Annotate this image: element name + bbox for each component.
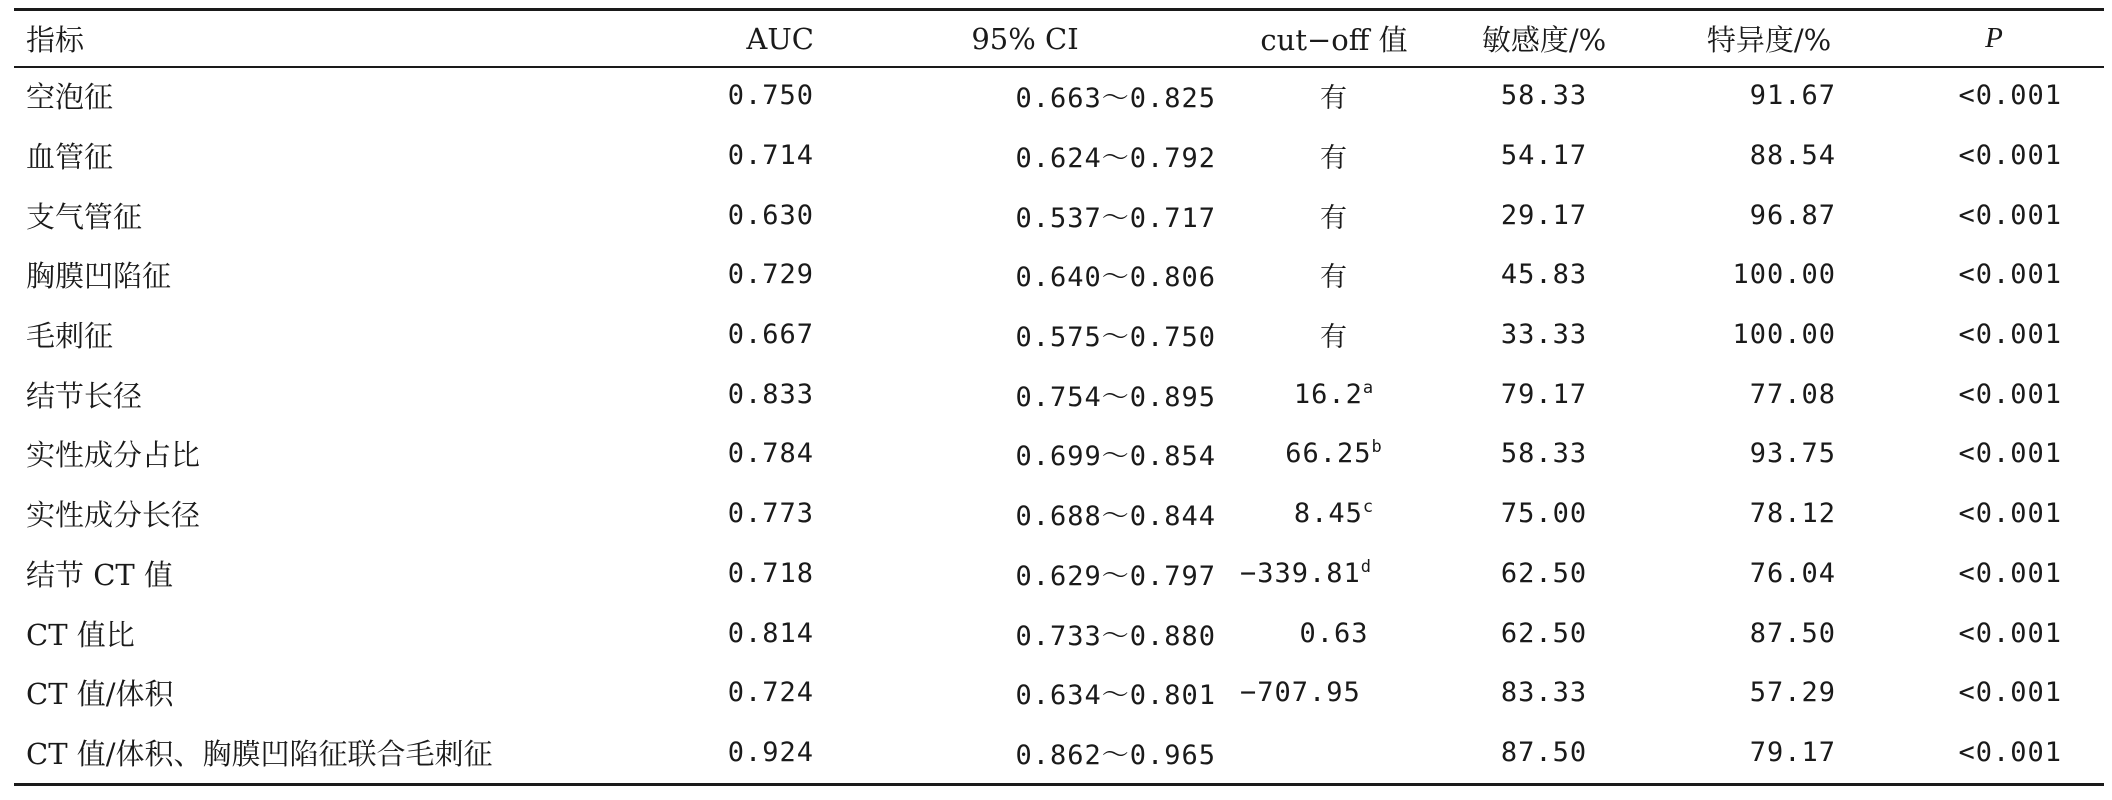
cell-auc: 0.729 <box>727 259 814 291</box>
cutoff-footnote-mark: b <box>1371 437 1383 458</box>
cutoff-value: 有 <box>1320 262 1348 294</box>
cell-indicator: 血管征 <box>26 140 114 175</box>
cell-specificity: 76.04 <box>1749 557 1836 589</box>
table-header-row <box>14 11 2104 66</box>
header-ci: 95% CI <box>971 21 1079 56</box>
cell-cutoff <box>1234 305 1434 365</box>
roc-table <box>14 11 2104 782</box>
cell-sensitivity: 29.17 <box>1500 199 1588 231</box>
cell-ci: 0.663～0.825 <box>1015 83 1216 115</box>
cell-auc: 0.924 <box>727 736 814 768</box>
cell-ci: 0.754～0.895 <box>1015 381 1216 413</box>
cell-sensitivity: 62.50 <box>1500 557 1588 589</box>
cell-p-value: <0.001 <box>1958 736 2062 768</box>
cell-specificity: 87.50 <box>1749 617 1836 649</box>
cell-sensitivity: 54.17 <box>1500 140 1588 172</box>
cell-specificity: 96.87 <box>1749 199 1836 231</box>
cell-cutoff <box>1234 245 1434 305</box>
table-bottom-rule <box>14 783 2104 786</box>
cell-auc: 0.718 <box>727 557 814 589</box>
cell-auc: 0.630 <box>727 199 814 231</box>
cell-sensitivity: 62.50 <box>1500 617 1588 649</box>
cell-sensitivity: 45.83 <box>1500 259 1588 291</box>
cell-p-value: <0.001 <box>1958 498 2062 530</box>
cell-cutoff <box>1234 126 1434 186</box>
cell-cutoff <box>1234 484 1434 544</box>
cell-auc: 0.667 <box>727 319 814 351</box>
cell-p-value: <0.001 <box>1958 677 2062 709</box>
cell-sensitivity: 83.33 <box>1500 677 1588 709</box>
cell-indicator: 空泡征 <box>26 80 114 115</box>
cell-specificity: 91.67 <box>1749 80 1836 112</box>
cutoff-value: 0.63 <box>1299 617 1369 649</box>
cell-auc: 0.773 <box>727 498 814 530</box>
cell-sensitivity: 58.33 <box>1500 438 1588 470</box>
cell-ci: 0.699～0.854 <box>1015 441 1216 473</box>
table-header-rule <box>14 66 2104 68</box>
cell-indicator: 支气管征 <box>26 199 143 234</box>
table-row <box>14 126 2104 186</box>
cell-sensitivity: 87.50 <box>1500 736 1588 768</box>
cell-sensitivity: 75.00 <box>1500 498 1588 530</box>
cell-ci: 0.629～0.797 <box>1015 560 1216 592</box>
cell-cutoff <box>1234 66 1434 126</box>
cell-sensitivity: 58.33 <box>1500 80 1588 112</box>
header-p-value: P <box>1985 22 2003 54</box>
cell-cutoff <box>1234 723 1434 783</box>
cell-specificity: 88.54 <box>1749 140 1836 172</box>
cell-indicator: 实性成分长径 <box>26 498 201 533</box>
cell-auc: 0.714 <box>727 140 814 172</box>
cutoff-value: 66.25 <box>1285 438 1372 470</box>
cell-p-value: <0.001 <box>1958 199 2062 231</box>
cell-specificity: 77.08 <box>1749 378 1836 410</box>
table-row <box>14 544 2104 604</box>
cell-p-value: <0.001 <box>1958 378 2062 410</box>
cell-ci: 0.862～0.965 <box>1015 739 1216 771</box>
cell-indicator: 结节 CT 值 <box>26 557 173 592</box>
cell-indicator: CT 值/体积、胸膜凹陷征联合毛刺征 <box>26 736 493 771</box>
table-row <box>14 185 2104 245</box>
cell-ci: 0.537～0.717 <box>1015 202 1216 234</box>
table-row <box>14 66 2104 126</box>
cell-ci: 0.624～0.792 <box>1015 143 1216 175</box>
cell-p-value: <0.001 <box>1958 259 2062 291</box>
cell-indicator: 胸膜凹陷征 <box>26 259 172 294</box>
cutoff-value: −339.81 <box>1240 557 1361 589</box>
cutoff-footnote-mark: a <box>1362 377 1375 398</box>
cell-p-value: <0.001 <box>1958 557 2062 589</box>
header-sensitivity: 敏感度/% <box>1481 23 1607 57</box>
cell-cutoff <box>1234 663 1434 723</box>
cell-auc: 0.724 <box>727 677 814 709</box>
cutoff-footnote-mark: c <box>1362 497 1375 518</box>
table-row <box>14 305 2104 365</box>
table-row <box>14 603 2104 663</box>
cell-cutoff <box>1234 185 1434 245</box>
header-indicator: 指标 <box>26 23 85 57</box>
cell-ci: 0.640～0.806 <box>1015 262 1216 294</box>
cell-indicator: CT 值/体积 <box>26 677 174 712</box>
cell-cutoff <box>1234 544 1434 604</box>
cell-p-value: <0.001 <box>1958 438 2062 470</box>
cell-cutoff <box>1234 603 1434 663</box>
cell-auc: 0.814 <box>727 617 814 649</box>
cell-specificity: 79.17 <box>1749 736 1836 768</box>
cutoff-value: −707.95 <box>1240 677 1361 709</box>
cell-sensitivity: 79.17 <box>1500 378 1588 410</box>
cutoff-value: 有 <box>1320 143 1348 175</box>
table-row <box>14 364 2104 424</box>
cutoff-value: 有 <box>1320 322 1348 354</box>
cell-p-value: <0.001 <box>1958 140 2062 172</box>
cell-ci: 0.575～0.750 <box>1015 322 1216 354</box>
cell-specificity: 57.29 <box>1749 677 1836 709</box>
cell-auc: 0.833 <box>727 378 814 410</box>
cutoff-value: 8.45 <box>1293 498 1363 530</box>
cell-p-value: <0.001 <box>1958 80 2062 112</box>
table-row <box>14 484 2104 544</box>
cell-specificity: 78.12 <box>1749 498 1836 530</box>
cell-ci: 0.733～0.880 <box>1015 620 1216 652</box>
cell-indicator: CT 值比 <box>26 617 135 652</box>
cell-cutoff <box>1234 424 1434 484</box>
table-row <box>14 245 2104 305</box>
cell-cutoff <box>1234 364 1434 424</box>
cell-auc: 0.784 <box>727 438 814 470</box>
cutoff-value: 16.2 <box>1293 378 1363 410</box>
cell-specificity: 100.00 <box>1732 259 1836 291</box>
header-auc: AUC <box>746 21 814 56</box>
cell-specificity: 93.75 <box>1749 438 1836 470</box>
table-row <box>14 663 2104 723</box>
cell-ci: 0.688～0.844 <box>1015 501 1216 533</box>
cutoff-value: 有 <box>1320 202 1348 234</box>
table-row <box>14 723 2104 783</box>
cell-indicator: 实性成分占比 <box>26 438 201 473</box>
cell-p-value: <0.001 <box>1958 319 2062 351</box>
cell-sensitivity: 33.33 <box>1500 319 1588 351</box>
header-specificity: 特异度/% <box>1706 23 1832 57</box>
cell-ci: 0.634～0.801 <box>1015 680 1216 712</box>
cell-indicator: 结节长径 <box>26 378 143 413</box>
cell-specificity: 100.00 <box>1732 319 1836 351</box>
table-row <box>14 424 2104 484</box>
table-body <box>14 66 2104 782</box>
cell-p-value: <0.001 <box>1958 617 2062 649</box>
header-cutoff: cut−off 值 <box>1260 23 1408 57</box>
cell-auc: 0.750 <box>727 80 814 112</box>
cell-indicator: 毛刺征 <box>26 319 114 354</box>
cutoff-footnote-mark: d <box>1360 556 1373 577</box>
cutoff-value: 有 <box>1320 83 1348 115</box>
